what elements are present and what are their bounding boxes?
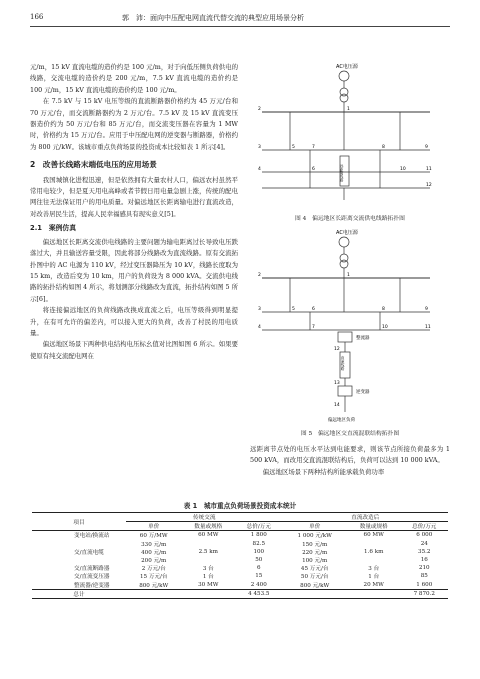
right-column <box>250 444 450 478</box>
table-row <box>32 531 448 540</box>
table1-cell: 210 <box>418 565 430 572</box>
left-column <box>30 62 238 362</box>
page-number: 166 <box>30 13 44 21</box>
fig4-node-9: 9 <box>425 145 428 150</box>
table1-cell: 35.2 <box>418 548 431 555</box>
table-row <box>32 548 448 556</box>
fig4-node-5: 5 <box>292 145 295 150</box>
table1-item-cell: 变电站/换流站 <box>74 533 110 540</box>
table1-cell: 330 元/m <box>141 541 167 548</box>
table1-cell: 3 台 <box>202 566 214 573</box>
fig5-node-6: 6 <box>312 307 315 312</box>
table1-item-cell: 交/直流电缆 <box>74 549 104 556</box>
table1-total-label: 总计 <box>32 589 126 598</box>
fig5-node-13: 13 <box>334 381 340 386</box>
fig4-node-6: 6 <box>312 167 315 172</box>
running-header <box>30 10 450 24</box>
fig4-node-12: 12 <box>426 183 432 188</box>
table1-cell: 2 万元/台 <box>141 566 166 573</box>
right-paragraph-a: 远距离节点处的电压水平达到电能要求，则该节点所接负荷最多为 1 500 kVA，而改用交直流混联结构后，负荷可以达到 10 000 kVA。 <box>250 445 450 465</box>
table1-cell: 16 <box>420 557 428 564</box>
fig5-dc-line-label: 直流线路 <box>341 356 345 371</box>
table1-item-cell: 交/直流断路器 <box>74 566 110 573</box>
fig5-node-1: 1 <box>347 273 350 278</box>
table1-cell: 6 <box>257 565 261 572</box>
header-divider <box>30 26 450 27</box>
fig4-node-11: 11 <box>426 167 432 172</box>
table1-subheader: 数量或规格 <box>347 522 401 531</box>
table1-cell: 3 台 <box>368 566 380 573</box>
fig5-node-4: 4 <box>258 325 261 330</box>
table1-cell <box>181 540 235 548</box>
table1-cell: 15 万元/台 <box>139 574 168 581</box>
figure4-caption: 图 4 偏远地区长距离交流供电线路拓扑图 <box>295 216 405 222</box>
table1-cell: 150 元/m <box>302 541 328 548</box>
fig4-node-8: 8 <box>382 145 385 150</box>
paragraph-result: 将连接偏远地区的负荷线路改换成直流之后，电压等级得到明显提升，在有可允许的偏差内，可以接入更大的负荷，改善了村民的用电质量。 <box>30 306 238 337</box>
fig4-node-2: 2 <box>258 107 261 112</box>
right-paragraph-b: 偏远地区场景下两种结构所能承载负荷功率 <box>262 467 385 476</box>
table1-cell: 15 <box>255 573 263 580</box>
table1-cell: 2.5 km <box>198 548 218 555</box>
table1-cell: 800 元/kW <box>300 582 330 589</box>
intro-paragraph: 元/m，15 kV 直流电缆的造价约是 100 元/m，对于向低压侧负荷供电的线路，交流电缆的造价约是 200 元/m，7.5 kV 直流电缆的造价约是 100 元/m，15 kV 直流电缆的造价约是 100 元/m。 <box>30 63 238 94</box>
table1-cell: 20 MW <box>363 581 384 588</box>
table1-cell: 1 600 <box>416 581 433 588</box>
paragraph-cost: 在 7.5 kV 与 15 kV 电压等级的直流断路器价格约为 45 万元/台和 70 万元/台，而交流断路器约为 2 万元/台。7.5 kV 及 15 kV 直流变压器造价约为 50 万元/台和 85 万元/台，而交流变压器在容量为 1 MW 时，价格约为 15 万元/台。应用于中压配电网的逆变器与断路器，价格约为 800 元/kW。该城市重点负荷场景的投资成本比较如表 1 所示[4]。 <box>30 97 238 151</box>
table1-cell: 1 台 <box>202 574 214 581</box>
table1-cell <box>181 556 235 564</box>
table1-cell: 60 万/MW <box>139 533 168 540</box>
fig5-node-5: 5 <box>292 307 295 312</box>
fig5-node-12: 12 <box>334 347 340 352</box>
fig5-node-3: 3 <box>258 307 261 312</box>
paragraph-background: 我国城镇化进程迅速，但是依然拥有大量农村人口，偏远农村虽然平常用电较少，但是夏天用电高峰或者节假日用电量急剧上涨，传统的配电网往往无法保证用户的用电质量。对偏远地区长距离输电进行直流改造，对改善居民生活，提高人民幸福感具有现实意义[5]。 <box>30 175 238 218</box>
table1-total-dc: 7 870.2 <box>401 589 448 598</box>
table1-group-dc: 直流改造后 <box>282 513 448 522</box>
table-row <box>32 581 448 590</box>
table1-cell: 50 <box>255 557 263 564</box>
table1-total-ac: 4 453.5 <box>235 589 282 598</box>
section-heading-2-1: 2.1 案例仿真 <box>30 224 77 233</box>
table1-cell: 60 MW <box>363 532 384 539</box>
paragraph-comparison: 偏远地区场景下两种供电结构电压标幺值对比图如图 6 所示。如果要使原有纯交流配电网在 <box>30 340 238 360</box>
table1-col-item: 项目 <box>32 513 126 531</box>
table1-subheader: 总价/万元 <box>235 522 282 531</box>
figure5-diagram <box>250 226 450 426</box>
table1-cell <box>347 556 401 564</box>
fig5-load-label: 偏远地区负荷 <box>328 418 355 423</box>
table1-cell: 6 000 <box>416 532 433 539</box>
table-row <box>32 540 448 548</box>
running-title: 郭 沛：面向中压配电网直流代替交流的典型应用场景分析 <box>122 14 304 22</box>
table1-title: 表 1 城市重点负荷场景投资成本统计 <box>183 502 297 510</box>
table1-cell: 100 元/m <box>302 558 328 565</box>
fig4-node-1: 1 <box>347 107 350 112</box>
table1-item-cell <box>32 556 126 564</box>
table1-cell <box>347 540 401 548</box>
table1-cell: 800 元/kW <box>139 582 169 589</box>
fig5-inverter-label: 逆变器 <box>356 390 370 395</box>
table1-cell: 220 元/m <box>302 549 328 556</box>
table1-cell: 100 <box>253 548 265 555</box>
table1-item-cell <box>32 540 126 548</box>
table1-total-row <box>32 589 448 598</box>
fig5-node-8: 8 <box>382 307 385 312</box>
table1-cell: 50 万元/台 <box>300 574 329 581</box>
table-row <box>32 564 448 572</box>
section-heading-2: 2 改善长线路末端低电压的应用场景 <box>30 160 157 170</box>
fig4-node-10: 10 <box>400 167 406 172</box>
fig5-node-14: 14 <box>334 403 340 408</box>
table1-cell: 200 元/m <box>141 558 167 565</box>
fig4-node-4: 4 <box>258 167 261 172</box>
fig5-node-10: 10 <box>382 325 388 330</box>
table-row <box>32 556 448 564</box>
table1-subheader: 总价/万元 <box>401 522 448 531</box>
fig5-rectifier-label: 整流器 <box>356 336 370 341</box>
table1-cell: 30 MW <box>198 581 219 588</box>
table1-subheader: 数量或规格 <box>181 522 235 531</box>
table1-cell: 2 400 <box>250 581 267 588</box>
table1 <box>32 512 448 599</box>
paragraph-case: 偏远地区长距离交流供电线路的主要问题为输电距离过长导致电压跌落过大，并且输送容量受限，因此将部分线路改为直流线路。原有交流拓扑图中的 AC 电源为 110 kV，经过变压器降压为 10 kV，线路长度取为 15 km，改造后变为 10 km，用户的负荷设为 8 000 kVA。交流供电线路的拓扑结构如图 4 所示，将划测部分线路改为直流，拓扑结构如图 5 所示[6]。 <box>30 237 238 303</box>
table1-cell: 1 000 元/kW <box>297 533 332 540</box>
figure4-diagram <box>250 60 450 210</box>
table1-cell: 24 <box>420 540 428 547</box>
table-row <box>32 572 448 580</box>
fig5-node-9: 9 <box>425 307 428 312</box>
table1-subheader: 单价 <box>282 522 346 531</box>
table1-cell: 1 台 <box>368 574 380 581</box>
table1-cell: 45 万元/台 <box>300 566 329 573</box>
fig5-node-2: 2 <box>258 273 261 278</box>
table1-cell: 1.6 km <box>364 548 384 555</box>
table1-cell: 1 800 <box>250 532 267 539</box>
table1-cell: 85 <box>420 573 428 580</box>
table1-group-ac: 传统交流 <box>126 513 282 522</box>
table1-cell: 60 MW <box>198 532 219 539</box>
fig5-node-7: 7 <box>312 325 315 330</box>
figure5-caption: 图 5 偏远地区交直流混联结构拓扑图 <box>300 431 400 437</box>
table1-subheader: 单价 <box>126 522 181 531</box>
fig4-node-3: 3 <box>258 145 261 150</box>
table1-cell: 82.5 <box>252 540 266 547</box>
fig4-node-7: 7 <box>312 145 315 150</box>
fig4-box-label: 远距离线路 <box>340 164 344 182</box>
table1-cell: 400 元/m <box>141 549 167 556</box>
fig5-node-11: 11 <box>425 325 431 330</box>
fig5-source-label: AC电压源 <box>336 230 358 236</box>
fig4-source-label: AC电压源 <box>336 64 358 70</box>
table1-item-cell: 整流器/逆变器 <box>74 582 110 589</box>
table1-item-cell: 交/直流变压器 <box>74 574 110 581</box>
